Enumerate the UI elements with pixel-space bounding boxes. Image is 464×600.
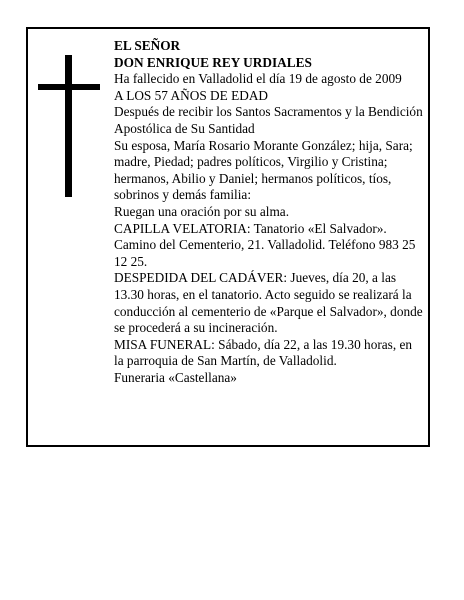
death-date-line: Ha fallecido en Valladolid el día 19 de agosto de 2009 [114, 71, 402, 87]
prayer-line: Ruegan una oración por su alma. [114, 203, 290, 219]
mass-paragraph: MISA FUNERAL: Sábado, día 22, a las 19.30 horas, en la parroquia de San Martín, de Valladolid. [114, 336, 413, 369]
age-line: A LOS 57 AÑOS DE EDAD [114, 87, 269, 103]
chapel-paragraph: CAPILLA VELATORIA: Tanatorio «El Salvador». Camino del Cementerio, 21. Valladolid. Teléfono 983 25 12 25. [114, 220, 416, 269]
funeral-home: Funeraria «Castellana» [114, 369, 237, 385]
notice-text [114, 38, 424, 386]
farewell-paragraph: DESPEDIDA DEL CADÁVER: Jueves, día 20, a las 13.30 horas, en el tanatorio. Acto seguido se realizará la conducción al cementerio de «Parque el Salvador», donde se procederá a su incineración. [114, 270, 423, 336]
sacraments-line: Después de recibir los Santos Sacramentos y la Bendición Apostólica de Su Santidad [114, 104, 423, 136]
family-paragraph: Su esposa, María Rosario Morante González; hija, Sara; madre, Piedad; padres políticos, Virgilio y Cristina; hermanos, Abilio y Daniel; hermanos políticos, tíos, sobrinos y demás familia: [114, 137, 413, 203]
title-line-1: EL SEÑOR [114, 38, 181, 53]
deceased-name: DON ENRIQUE REY URDIALES [114, 54, 312, 70]
cross-icon [38, 55, 100, 197]
